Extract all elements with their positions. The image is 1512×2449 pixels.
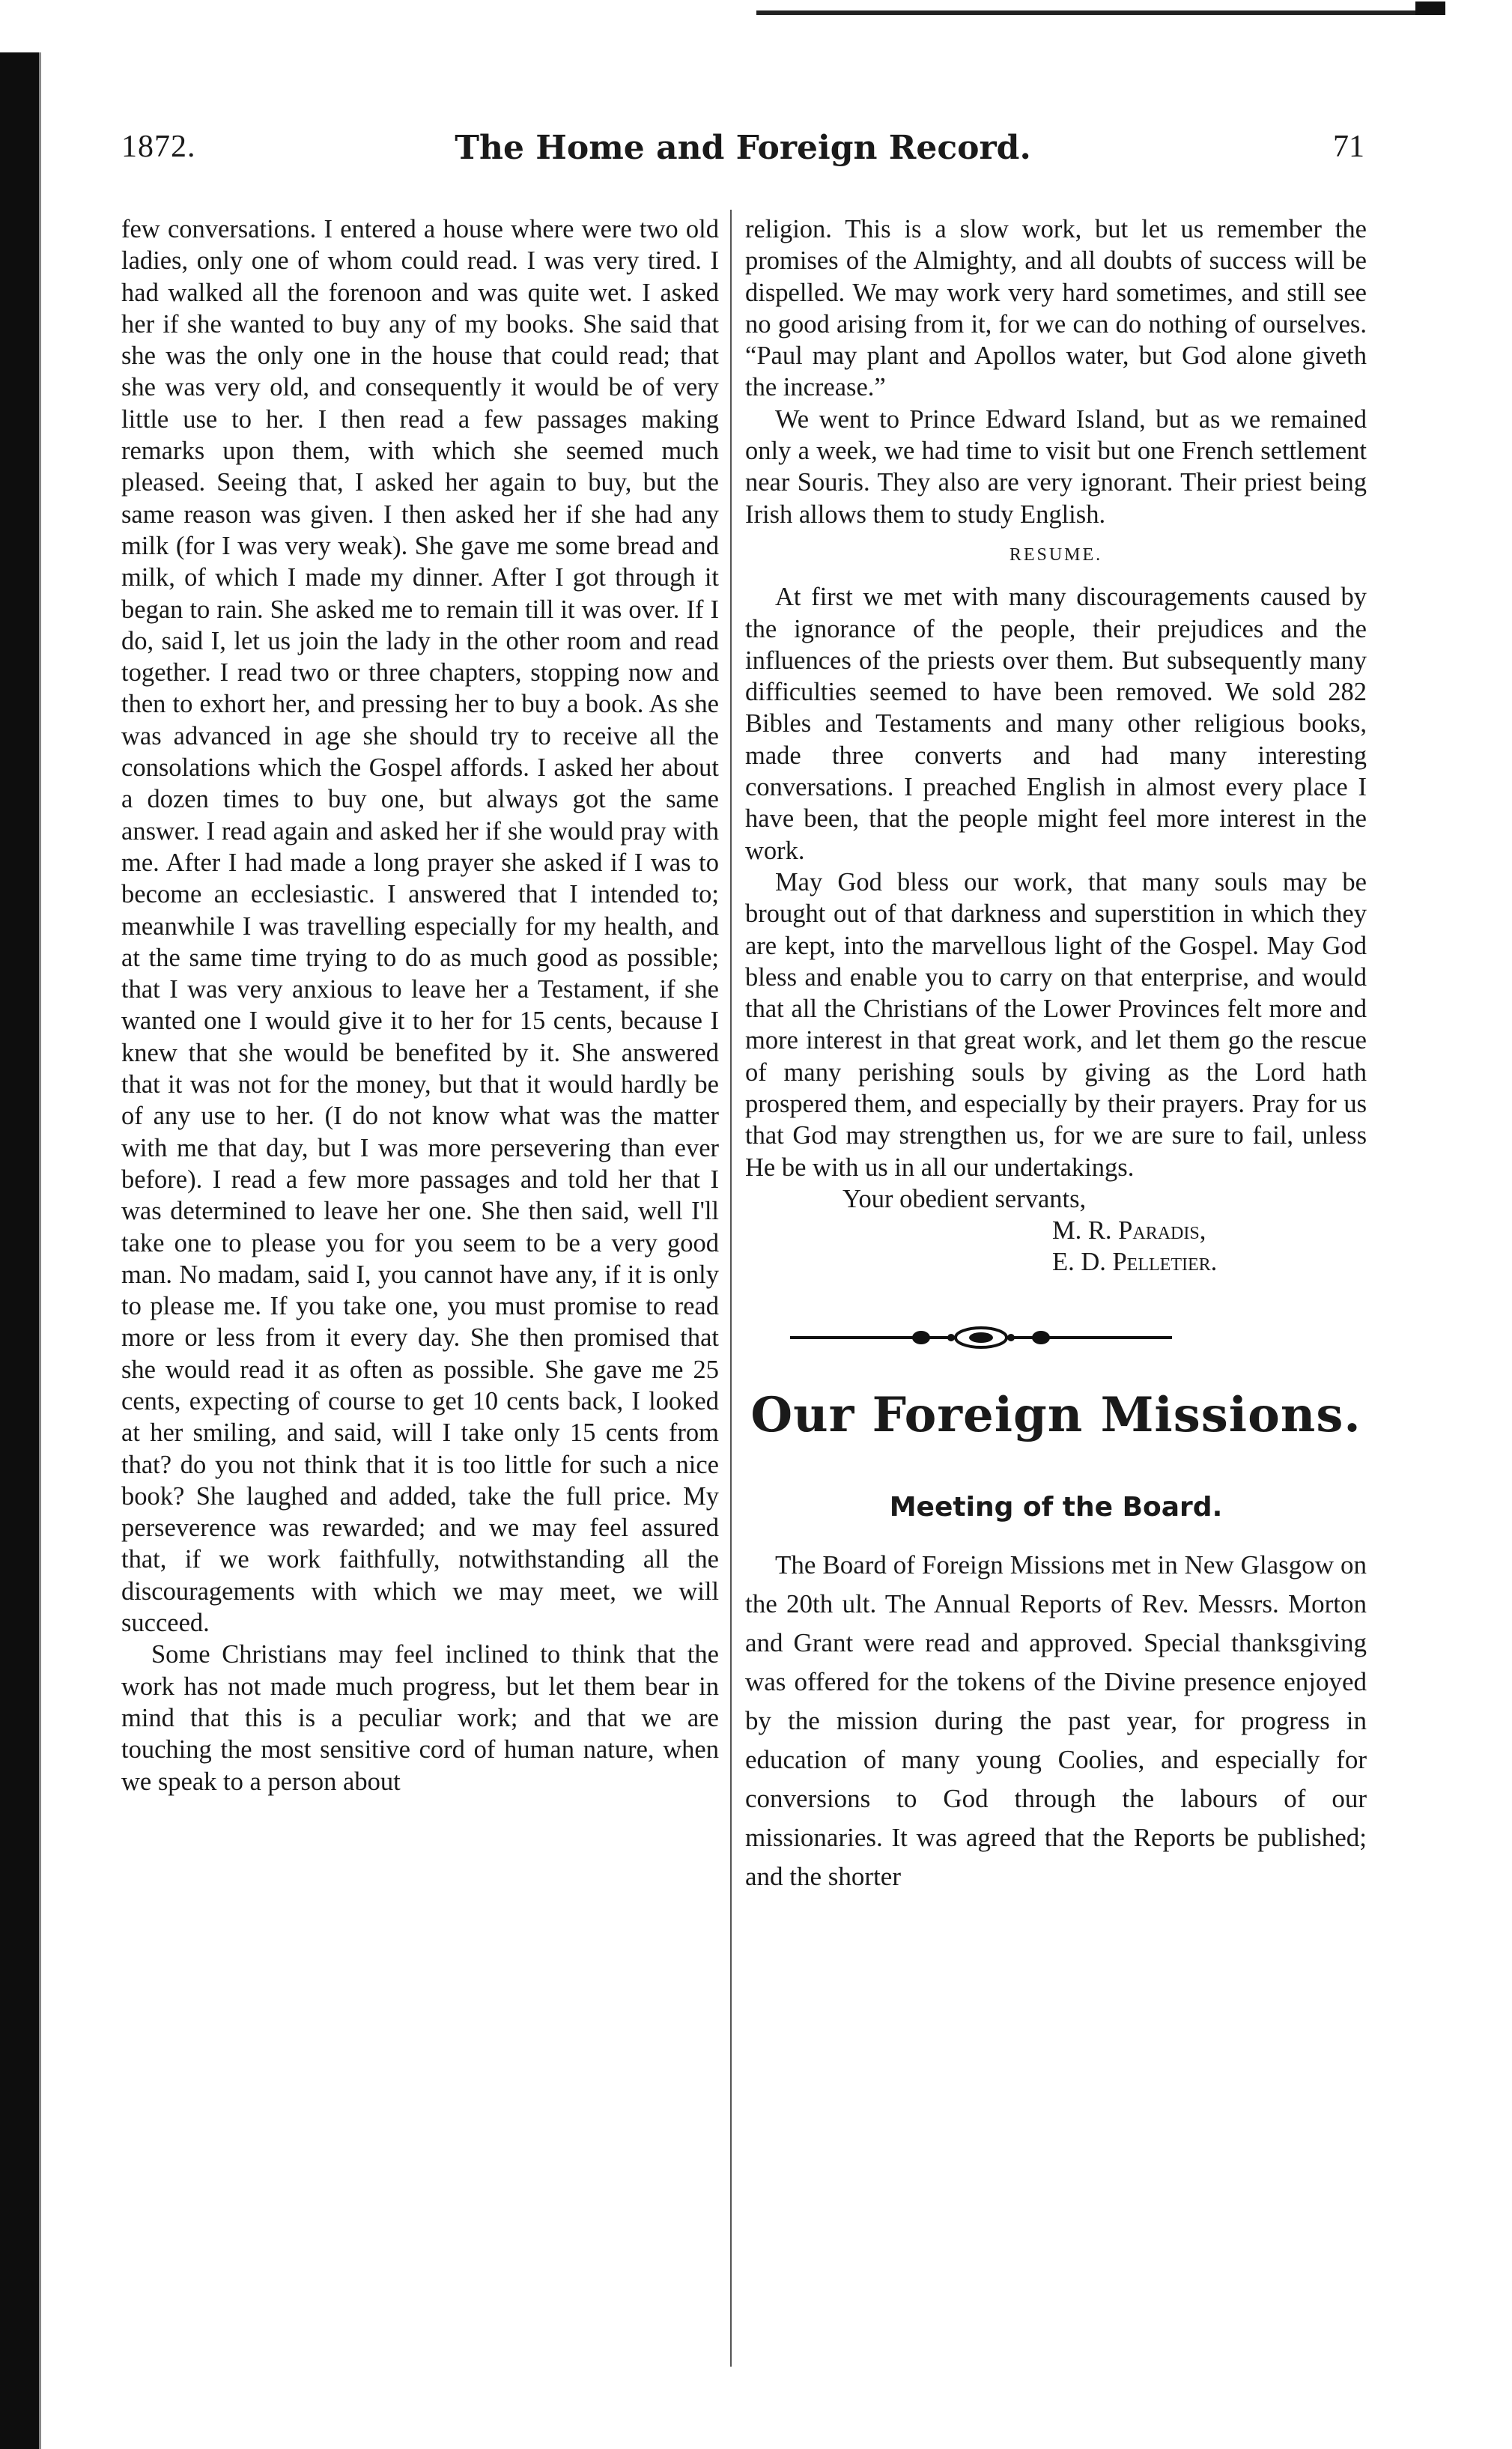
column-divider xyxy=(730,210,732,2367)
top-rule-end xyxy=(1415,1,1445,15)
resume-paragraph-1: At first we met with many discouragements caused by the ignorance of the people, their prejudices and the influences of the priests over them. But subsequently many difficulties seemed to have been removed. We sold 282 Bibles and Testaments and many other religious books, made three converts and had many interesting conversations. I preached English in almost every place I have been, that the people might feel more interest in the work. xyxy=(745,583,1367,865)
running-header xyxy=(121,129,1364,181)
page-binding-shadow xyxy=(0,52,39,2449)
header-title: The Home and Foreign Record. xyxy=(455,129,1031,167)
top-rule xyxy=(756,10,1445,15)
board-paragraph: The Board of Foreign Missions met in New Glasgow on the 20th ult. The Annual Reports of Rev. Messrs. Morton and Grant were read and approved. Special thanksgiving was offered for the tokens of the Divine presence enjoyed by the mission during the past year, for progress in education of many young Coolies, and especially for conversions to God through the labours of our missionaries. It was agreed that the Reports be published; and the shorter xyxy=(745,1550,1367,1892)
signature-name-1: M. R. Paradis, xyxy=(1052,1216,1206,1245)
resume-heading: RESUME. xyxy=(1009,544,1103,565)
ornamental-divider xyxy=(790,1323,1172,1353)
header-year: 1872. xyxy=(121,130,196,164)
closing-line: Your obedient servants, xyxy=(842,1184,1087,1213)
signature-name-2: E. D. Pelletier. xyxy=(1052,1247,1218,1276)
right-paragraph-1: religion. This is a slow work, but let us remember the promises of the Almighty, and all doubts of success will be dispelled. We may work very hard sometimes, and still see no good arising from it, for we can do nothing of ourselves. “Paul may plant and Apollos water, but God alone giveth the increase.” xyxy=(745,215,1367,402)
signature-block xyxy=(745,1183,1367,1278)
left-column xyxy=(121,213,719,2408)
left-paragraph-2: Some Christians may feel inclined to think that the work has not made much progress, but let them bear in mind that this is a peculiar work; and that we are touching the most sensitive cord of human nature, when we speak to a person about xyxy=(121,1640,719,1796)
page-number: 71 xyxy=(1333,130,1364,164)
section-title: Our Foreign Missions. xyxy=(750,1386,1361,1443)
right-paragraph-2: We went to Prince Edward Island, but as we remained only a week, we had time to visit but one French settlement near Souris. They also are very ignorant. Their priest being Irish allows them to study English. xyxy=(745,404,1367,529)
right-column xyxy=(745,213,1367,2408)
resume-paragraph-2: May God bless our work, that many souls may be brought out of that darkness and superstition in which they are kept, into the marvellous light of the Gospel. May God bless and enable you to carry on that enterprise, and would that all the Christians of the Lower Provinces felt more and more interest in that great work, and let them go the rescue of many perishing souls by giving as the Lord hath prospered them, and especially by their prayers. Pray for us that God may strengthen us, for we are sure to fail, unless He be with us in all our undertakings. xyxy=(745,867,1367,1182)
page-binding-edge xyxy=(39,52,41,2449)
article-subheading: Meeting of the Board. xyxy=(889,1491,1223,1523)
left-paragraph-1: few conversations. I entered a house where were two old ladies, only one of whom could read. I was very tired. I had walked all the forenoon and was quite wet. I asked her if she wanted to buy any of my books. She said that she was the only one in the house that could read; that she was very old, and consequently it would be of very little use to her. I then read a few passages making remarks upon them, with which she seemed much pleased. Seeing that, I asked her again to buy, but the same reason was given. I then asked her if she had any milk (for I was very weak). She gave me some bread and milk, of which I made my dinner. After I got through it began to rain. She asked me to remain till it was over. If I do, said I, let us join the lady in the other room and read together. I read two or three chapters, stopping now and then to exhort her, and pressing her to buy a book. As she was advanced in age she should try to receive all the consolations which the Gospel affords. I asked her about a dozen times to buy one, but always got the same answer. I read again and asked her if she would pray with me. After I had made a long prayer she asked if I was to become an ecclesiastic. I answered that I intended to; meanwhile I was travelling especially for my health, and at the same time trying to do as much good as possible; that I was very anxious to leave her a Testament, if she wanted one I would give it to her for 15 cents, because I knew that she would be benefited by it. She answered that it was not for the money, but that it would hardly be of any use to her. (I do not know what was the matter with me that day, but I was more persevering than ever before). I read a few more passages and told her that I was determined to leave her one. She then said, well I'll take one to please you for you seem to be a very good man. No madam, said I, you cannot have any, if it is only to please me. If you take one, you must promise to read more or less from it every day. She then promised that she would read it as often as possible. She gave me 25 cents, expecting of course to get 10 cents back, I looked at her smiling, and said, will I take only 15 cents from that? do you not think that it is too little for such a nice book? She laughed and added, take the full price. My perseverence was rewarded; and we may feel assured that, if we work faithfully, notwithstanding all the discouragements with which we may meet, we will succeed. xyxy=(121,215,719,1638)
